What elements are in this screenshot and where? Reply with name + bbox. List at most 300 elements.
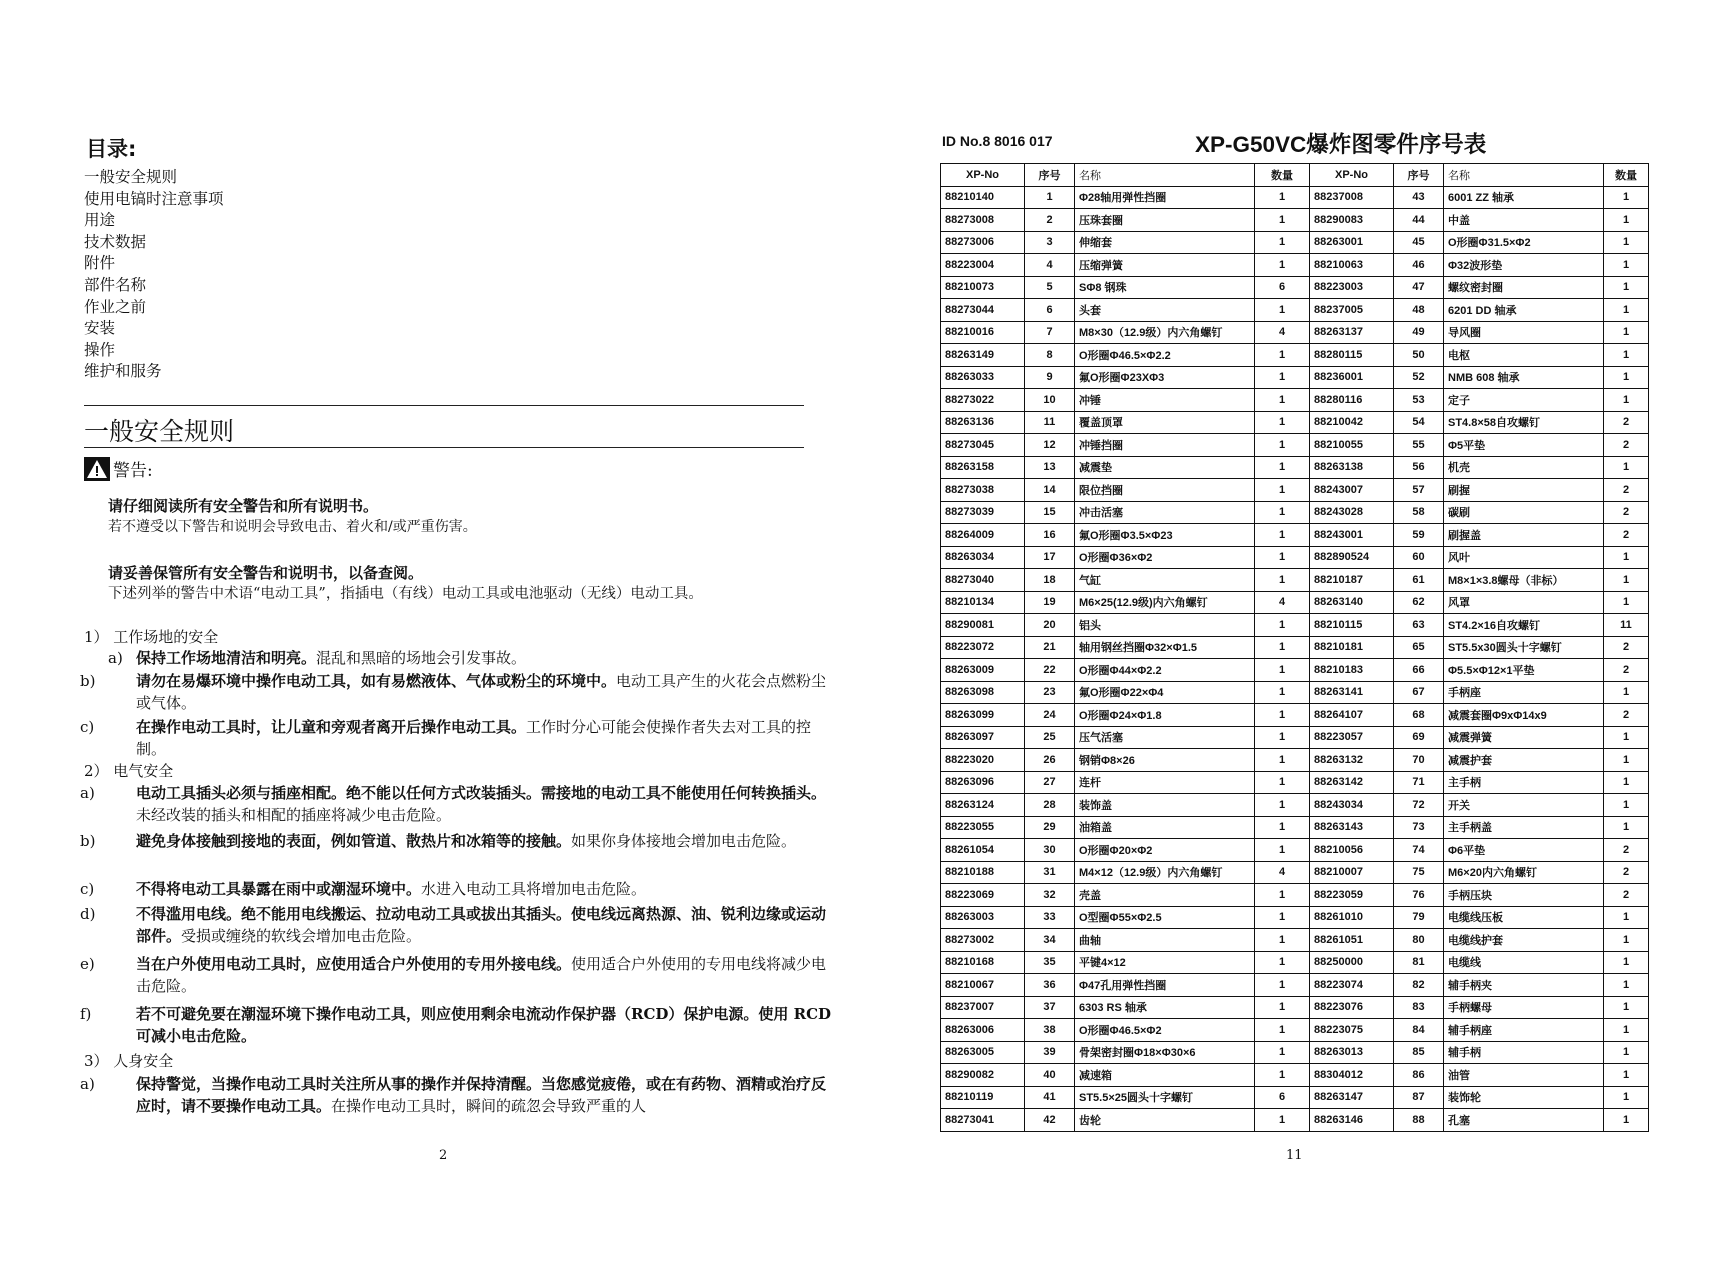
cell-name: 伸缩套 xyxy=(1075,231,1255,254)
cell-qty: 1 xyxy=(1255,929,1310,952)
list-item: a) 电动工具插头必须与插座相配。绝不能以任何方式改装插头。需接地的电动工具不能使用任何转换插头。未经改装的插头和相配的插座将减少电击危险。 xyxy=(80,784,827,824)
cell-seq: 19 xyxy=(1025,591,1075,614)
cell-seq: 33 xyxy=(1025,906,1075,929)
cell-seq: 58 xyxy=(1394,501,1444,524)
table-row xyxy=(941,996,1649,1019)
cell-seq: 60 xyxy=(1394,546,1444,569)
cell-seq: 49 xyxy=(1394,321,1444,344)
cell-xp-no: 88263149 xyxy=(941,344,1025,367)
table-header-row xyxy=(941,164,1649,187)
cell-seq: 20 xyxy=(1025,614,1075,637)
header-name: 名称 xyxy=(1075,164,1255,187)
cell-qty: 1 xyxy=(1604,456,1649,479)
cell-xp-no: 88223059 xyxy=(1310,884,1394,907)
cell-xp-no: 88263140 xyxy=(1310,591,1394,614)
cell-qty: 1 xyxy=(1604,209,1649,232)
cell-xp-no: 88263137 xyxy=(1310,321,1394,344)
cell-xp-no: 88273040 xyxy=(941,569,1025,592)
cell-xp-no: 88210063 xyxy=(1310,254,1394,277)
cell-xp-no: 88263138 xyxy=(1310,456,1394,479)
toc-item: 使用电镐时注意事项 xyxy=(84,189,224,208)
cell-name: 手柄压块 xyxy=(1444,884,1604,907)
cell-seq: 38 xyxy=(1025,1019,1075,1042)
cell-name: 限位挡圈 xyxy=(1075,479,1255,502)
toc-title: 目录: xyxy=(86,137,137,161)
cell-xp-no: 88263158 xyxy=(941,456,1025,479)
cell-name: 齿轮 xyxy=(1075,1109,1255,1132)
cell-qty: 1 xyxy=(1255,411,1310,434)
cell-seq: 57 xyxy=(1394,479,1444,502)
cell-seq: 10 xyxy=(1025,389,1075,412)
table-row xyxy=(941,884,1649,907)
cell-xp-no: 88263142 xyxy=(1310,771,1394,794)
cell-seq: 79 xyxy=(1394,906,1444,929)
cell-qty: 1 xyxy=(1255,614,1310,637)
table-row xyxy=(941,906,1649,929)
cell-qty: 2 xyxy=(1604,884,1649,907)
cell-xp-no: 88250000 xyxy=(1310,951,1394,974)
cell-qty: 2 xyxy=(1604,861,1649,884)
cell-name: ST4.2×16自攻螺钉 xyxy=(1444,614,1604,637)
cell-qty: 1 xyxy=(1255,434,1310,457)
cell-qty: 1 xyxy=(1604,906,1649,929)
cell-xp-no: 88210115 xyxy=(1310,614,1394,637)
cell-name: O形圈Φ46.5×Φ2.2 xyxy=(1075,344,1255,367)
cell-seq: 87 xyxy=(1394,1086,1444,1109)
cell-name: SΦ8 钢珠 xyxy=(1075,276,1255,299)
cell-xp-no: 88263124 xyxy=(941,794,1025,817)
cell-name: 手柄螺母 xyxy=(1444,996,1604,1019)
list-item: a) 保持警觉，当操作电动工具时关注所从事的操作并保持清醒。当您感觉疲倦，或在有药物、酒精或治疗反应时，请不要操作电动工具。在操作电动工具时，瞬间的疏忽会导致严重的人 xyxy=(80,1075,827,1115)
cell-qty: 1 xyxy=(1604,254,1649,277)
cell-xp-no: 88273008 xyxy=(941,209,1025,232)
cell-seq: 2 xyxy=(1025,209,1075,232)
cell-name: O形圈Φ24×Φ1.8 xyxy=(1075,704,1255,727)
cell-xp-no: 88263001 xyxy=(1310,231,1394,254)
divider xyxy=(84,405,804,406)
table-row xyxy=(941,411,1649,434)
cell-xp-no: 88261010 xyxy=(1310,906,1394,929)
cell-seq: 32 xyxy=(1025,884,1075,907)
cell-qty: 2 xyxy=(1604,704,1649,727)
cell-qty: 1 xyxy=(1604,276,1649,299)
toc-list xyxy=(84,167,224,383)
list-item: a) 保持工作场地清洁和明亮。混乱和黑暗的场地会引发事故。 xyxy=(108,649,527,667)
cell-qty: 1 xyxy=(1255,681,1310,704)
cell-qty: 1 xyxy=(1255,726,1310,749)
cell-xp-no: 88210056 xyxy=(1310,839,1394,862)
cell-xp-no: 88210055 xyxy=(1310,434,1394,457)
cell-name: 冲击活塞 xyxy=(1075,501,1255,524)
cell-seq: 63 xyxy=(1394,614,1444,637)
cell-seq: 9 xyxy=(1025,366,1075,389)
toc-item: 用途 xyxy=(84,211,116,230)
cell-name: 氟O形圈Φ3.5×Φ23 xyxy=(1075,524,1255,547)
cell-xp-no: 88263097 xyxy=(941,726,1025,749)
warning-icon xyxy=(84,457,110,481)
toc-item: 技术数据 xyxy=(84,232,147,251)
table-row xyxy=(941,681,1649,704)
cell-qty: 1 xyxy=(1255,1041,1310,1064)
cell-xp-no: 88210183 xyxy=(1310,659,1394,682)
table-row xyxy=(941,299,1649,322)
cell-xp-no: 88273041 xyxy=(941,1109,1025,1132)
cell-qty: 1 xyxy=(1604,771,1649,794)
table-row xyxy=(941,704,1649,727)
cell-qty: 1 xyxy=(1604,299,1649,322)
cell-qty: 1 xyxy=(1255,479,1310,502)
cell-name: 压珠套圈 xyxy=(1075,209,1255,232)
toc-item: 维护和服务 xyxy=(84,362,162,381)
cell-seq: 7 xyxy=(1025,321,1075,344)
table-row xyxy=(941,434,1649,457)
cell-xp-no: 88237008 xyxy=(1310,186,1394,209)
table-row xyxy=(941,659,1649,682)
cell-xp-no: 88273045 xyxy=(941,434,1025,457)
cell-name: 压缩弹簧 xyxy=(1075,254,1255,277)
table-row xyxy=(941,456,1649,479)
cell-qty: 1 xyxy=(1255,389,1310,412)
cell-seq: 29 xyxy=(1025,816,1075,839)
cell-name: 装饰盖 xyxy=(1075,794,1255,817)
header-name: 名称 xyxy=(1444,164,1604,187)
cell-qty: 1 xyxy=(1255,209,1310,232)
cell-seq: 44 xyxy=(1394,209,1444,232)
list-item: c) 不得将电动工具暴露在雨中或潮湿环境中。水进入电动工具将增加电击危险。 xyxy=(80,880,647,898)
toc-item: 附件 xyxy=(84,254,116,273)
warning-label: 警告: xyxy=(113,461,153,481)
cell-name: Φ5.5×Φ12×1平垫 xyxy=(1444,659,1604,682)
cell-xp-no: 88223055 xyxy=(941,816,1025,839)
cell-xp-no: 88210134 xyxy=(941,591,1025,614)
cell-seq: 35 xyxy=(1025,951,1075,974)
cell-seq: 59 xyxy=(1394,524,1444,547)
cell-seq: 81 xyxy=(1394,951,1444,974)
cell-qty: 1 xyxy=(1604,681,1649,704)
paragraph: 若不遵受以下警告和说明会导致电击、着火和/或严重伤害。 xyxy=(108,519,477,535)
cell-seq: 65 xyxy=(1394,636,1444,659)
cell-seq: 21 xyxy=(1025,636,1075,659)
cell-name: 辅手柄 xyxy=(1444,1041,1604,1064)
cell-seq: 18 xyxy=(1025,569,1075,592)
cell-name: 风罩 xyxy=(1444,591,1604,614)
cell-xp-no: 88273002 xyxy=(941,929,1025,952)
cell-qty: 1 xyxy=(1604,1086,1649,1109)
cell-seq: 48 xyxy=(1394,299,1444,322)
cell-qty: 1 xyxy=(1255,456,1310,479)
cell-qty: 1 xyxy=(1255,906,1310,929)
cell-seq: 71 xyxy=(1394,771,1444,794)
cell-name: 6303 RS 轴承 xyxy=(1075,996,1255,1019)
cell-name: 电枢 xyxy=(1444,344,1604,367)
cell-xp-no: 88273044 xyxy=(941,299,1025,322)
cell-qty: 1 xyxy=(1604,569,1649,592)
cell-xp-no: 88280116 xyxy=(1310,389,1394,412)
subsection-heading: 1） 工作场地的安全 xyxy=(84,628,219,646)
header-qty: 数量 xyxy=(1604,164,1649,187)
cell-name: ST5.5×25圆头十字螺钉 xyxy=(1075,1086,1255,1109)
cell-name: 头套 xyxy=(1075,299,1255,322)
cell-name: 螺纹密封圈 xyxy=(1444,276,1604,299)
page-number: 2 xyxy=(439,1148,448,1163)
cell-name: 导风圈 xyxy=(1444,321,1604,344)
cell-xp-no: 88263013 xyxy=(1310,1041,1394,1064)
cell-xp-no: 88273038 xyxy=(941,479,1025,502)
cell-seq: 80 xyxy=(1394,929,1444,952)
toc-item: 安装 xyxy=(84,319,116,338)
table-row xyxy=(941,749,1649,772)
list-item: c) 在操作电动工具时，让儿童和旁观者离开后操作电动工具。工作时分心可能会使操作者失去对工具的控制。 xyxy=(80,718,812,758)
table-row xyxy=(941,794,1649,817)
table-row xyxy=(941,186,1649,209)
cell-seq: 25 xyxy=(1025,726,1075,749)
cell-name: O形圈Φ31.5×Φ2 xyxy=(1444,231,1604,254)
table-row xyxy=(941,726,1649,749)
cell-seq: 30 xyxy=(1025,839,1075,862)
toc-item: 部件名称 xyxy=(84,275,147,294)
cell-xp-no: 88290082 xyxy=(941,1064,1025,1087)
cell-xp-no: 88263143 xyxy=(1310,816,1394,839)
section-title: 一般安全规则 xyxy=(84,417,235,446)
cell-name: 氟O形圈Φ22×Φ4 xyxy=(1075,681,1255,704)
cell-xp-no: 88223020 xyxy=(941,749,1025,772)
cell-name: 6001 ZZ 轴承 xyxy=(1444,186,1604,209)
cell-name: 碳刷 xyxy=(1444,501,1604,524)
cell-name: 6201 DD 轴承 xyxy=(1444,299,1604,322)
cell-xp-no: 88280115 xyxy=(1310,344,1394,367)
cell-seq: 72 xyxy=(1394,794,1444,817)
cell-qty: 2 xyxy=(1604,524,1649,547)
cell-xp-no: 88290081 xyxy=(941,614,1025,637)
table-row xyxy=(941,569,1649,592)
cell-name: 刷握盖 xyxy=(1444,524,1604,547)
cell-qty: 2 xyxy=(1604,411,1649,434)
cell-qty: 1 xyxy=(1255,749,1310,772)
toc-item: 作业之前 xyxy=(84,297,147,316)
cell-qty: 1 xyxy=(1604,366,1649,389)
cell-xp-no: 88264009 xyxy=(941,524,1025,547)
cell-name: 铝头 xyxy=(1075,614,1255,637)
cell-seq: 85 xyxy=(1394,1041,1444,1064)
cell-name: O形圈Φ20×Φ2 xyxy=(1075,839,1255,862)
cell-seq: 11 xyxy=(1025,411,1075,434)
cell-seq: 88 xyxy=(1394,1109,1444,1132)
cell-name: 轴用钢丝挡圈Φ32×Φ1.5 xyxy=(1075,636,1255,659)
cell-seq: 37 xyxy=(1025,996,1075,1019)
cell-xp-no: 88223069 xyxy=(941,884,1025,907)
cell-xp-no: 88263005 xyxy=(941,1041,1025,1064)
cell-seq: 52 xyxy=(1394,366,1444,389)
cell-xp-no: 88263147 xyxy=(1310,1086,1394,1109)
cell-qty: 1 xyxy=(1255,344,1310,367)
cell-xp-no: 88223003 xyxy=(1310,276,1394,299)
toc-item: 一般安全规则 xyxy=(84,168,178,186)
table-row xyxy=(941,1064,1649,1087)
cell-name: NMB 608 轴承 xyxy=(1444,366,1604,389)
cell-xp-no: 882890524 xyxy=(1310,546,1394,569)
cell-xp-no: 88263003 xyxy=(941,906,1025,929)
table-row xyxy=(941,209,1649,232)
cell-xp-no: 88261051 xyxy=(1310,929,1394,952)
cell-name: M8×1×3.8螺母（非标） xyxy=(1444,569,1604,592)
parts-table xyxy=(940,163,1649,1132)
cell-name: 减震弹簧 xyxy=(1444,726,1604,749)
table-row xyxy=(941,771,1649,794)
list-item: f) 若不可避免要在潮湿环境下操作电动工具，则应使用剩余电流动作保护器（RCD）保护电源。使用 RCD 可减小电击危险。 xyxy=(80,1005,832,1045)
cell-xp-no: 88263141 xyxy=(1310,681,1394,704)
cell-qty: 1 xyxy=(1255,366,1310,389)
cell-name: 中盖 xyxy=(1444,209,1604,232)
cell-seq: 83 xyxy=(1394,996,1444,1019)
cell-qty: 1 xyxy=(1255,794,1310,817)
table-row xyxy=(941,524,1649,547)
table-row xyxy=(941,231,1649,254)
cell-xp-no: 88264107 xyxy=(1310,704,1394,727)
table-row xyxy=(941,839,1649,862)
cell-qty: 1 xyxy=(1604,726,1649,749)
cell-seq: 40 xyxy=(1025,1064,1075,1087)
cell-xp-no: 88261054 xyxy=(941,839,1025,862)
cell-qty: 1 xyxy=(1255,704,1310,727)
list-item: e) 当在户外使用电动工具时，应使用适合户外使用的专用外接电线。使用适合户外使用的专用电线将减少电击危险。 xyxy=(80,955,827,995)
cell-xp-no: 88290083 xyxy=(1310,209,1394,232)
cell-seq: 54 xyxy=(1394,411,1444,434)
cell-xp-no: 88210067 xyxy=(941,974,1025,997)
cell-xp-no: 88210188 xyxy=(941,861,1025,884)
cell-seq: 56 xyxy=(1394,456,1444,479)
cell-seq: 4 xyxy=(1025,254,1075,277)
cell-name: 风叶 xyxy=(1444,546,1604,569)
cell-seq: 34 xyxy=(1025,929,1075,952)
cell-seq: 3 xyxy=(1025,231,1075,254)
subsection-heading: 2） 电气安全 xyxy=(84,762,174,780)
table-row xyxy=(941,366,1649,389)
cell-seq: 47 xyxy=(1394,276,1444,299)
cell-xp-no: 88273039 xyxy=(941,501,1025,524)
cell-qty: 1 xyxy=(1604,389,1649,412)
cell-xp-no: 88263006 xyxy=(941,1019,1025,1042)
cell-name: Φ5平垫 xyxy=(1444,434,1604,457)
cell-xp-no: 88273006 xyxy=(941,231,1025,254)
cell-qty: 1 xyxy=(1255,951,1310,974)
cell-seq: 68 xyxy=(1394,704,1444,727)
header-seq: 序号 xyxy=(1394,164,1444,187)
table-row xyxy=(941,344,1649,367)
cell-qty: 1 xyxy=(1255,1019,1310,1042)
cell-seq: 70 xyxy=(1394,749,1444,772)
cell-xp-no: 88210073 xyxy=(941,276,1025,299)
cell-seq: 28 xyxy=(1025,794,1075,817)
cell-seq: 22 xyxy=(1025,659,1075,682)
cell-name: 主手柄 xyxy=(1444,771,1604,794)
list-item: b) 请勿在易爆环境中操作电动工具，如有易燃液体、气体或粉尘的环境中。电动工具产生的火花会点燃粉尘或气体。 xyxy=(80,672,827,712)
cell-name: Φ6平垫 xyxy=(1444,839,1604,862)
cell-name: O形圈Φ46.5×Φ2 xyxy=(1075,1019,1255,1042)
cell-seq: 36 xyxy=(1025,974,1075,997)
cell-seq: 45 xyxy=(1394,231,1444,254)
cell-name: Φ28轴用弹性挡圈 xyxy=(1075,186,1255,209)
cell-name: 电缆线 xyxy=(1444,951,1604,974)
cell-name: Φ32波形垫 xyxy=(1444,254,1604,277)
cell-qty: 2 xyxy=(1604,659,1649,682)
header-qty: 数量 xyxy=(1255,164,1310,187)
cell-xp-no: 88263146 xyxy=(1310,1109,1394,1132)
cell-name: 开关 xyxy=(1444,794,1604,817)
cell-name: ST4.8×58自攻螺钉 xyxy=(1444,411,1604,434)
cell-qty: 1 xyxy=(1255,884,1310,907)
cell-qty: 1 xyxy=(1604,1109,1649,1132)
cell-seq: 6 xyxy=(1025,299,1075,322)
cell-qty: 1 xyxy=(1255,186,1310,209)
cell-qty: 1 xyxy=(1604,749,1649,772)
cell-qty: 1 xyxy=(1255,299,1310,322)
cell-qty: 6 xyxy=(1255,276,1310,299)
cell-seq: 39 xyxy=(1025,1041,1075,1064)
cell-seq: 27 xyxy=(1025,771,1075,794)
cell-seq: 26 xyxy=(1025,749,1075,772)
cell-qty: 2 xyxy=(1604,479,1649,502)
cell-qty: 1 xyxy=(1604,231,1649,254)
cell-seq: 17 xyxy=(1025,546,1075,569)
cell-seq: 75 xyxy=(1394,861,1444,884)
header-xp-no: XP-No xyxy=(941,164,1025,187)
cell-name: O形圈Φ36×Φ2 xyxy=(1075,546,1255,569)
cell-seq: 16 xyxy=(1025,524,1075,547)
cell-name: M8×30（12.9级）内六角螺钉 xyxy=(1075,321,1255,344)
cell-seq: 23 xyxy=(1025,681,1075,704)
cell-qty: 1 xyxy=(1604,816,1649,839)
cell-name: 平键4×12 xyxy=(1075,951,1255,974)
cell-xp-no: 88243028 xyxy=(1310,501,1394,524)
cell-qty: 1 xyxy=(1604,996,1649,1019)
table-row xyxy=(941,501,1649,524)
cell-seq: 62 xyxy=(1394,591,1444,614)
cell-xp-no: 88263034 xyxy=(941,546,1025,569)
cell-qty: 1 xyxy=(1255,636,1310,659)
cell-seq: 1 xyxy=(1025,186,1075,209)
cell-name: 减震护套 xyxy=(1444,749,1604,772)
table-row xyxy=(941,614,1649,637)
cell-qty: 1 xyxy=(1604,1019,1649,1042)
table-row xyxy=(941,321,1649,344)
cell-qty: 1 xyxy=(1604,974,1649,997)
cell-xp-no: 88243034 xyxy=(1310,794,1394,817)
cell-seq: 42 xyxy=(1025,1109,1075,1132)
table-row xyxy=(941,591,1649,614)
cell-xp-no: 88263099 xyxy=(941,704,1025,727)
cell-qty: 4 xyxy=(1255,861,1310,884)
cell-name: 冲锤挡圈 xyxy=(1075,434,1255,457)
table-row xyxy=(941,276,1649,299)
cell-name: 减速箱 xyxy=(1075,1064,1255,1087)
cell-qty: 11 xyxy=(1604,614,1649,637)
cell-seq: 15 xyxy=(1025,501,1075,524)
cell-xp-no: 88210168 xyxy=(941,951,1025,974)
cell-seq: 31 xyxy=(1025,861,1075,884)
cell-qty: 2 xyxy=(1604,839,1649,862)
cell-qty: 1 xyxy=(1604,546,1649,569)
cell-seq: 67 xyxy=(1394,681,1444,704)
table-row xyxy=(941,1086,1649,1109)
cell-qty: 2 xyxy=(1604,434,1649,457)
cell-name: 孔塞 xyxy=(1444,1109,1604,1132)
cell-xp-no: 88263009 xyxy=(941,659,1025,682)
cell-name: O型圈Φ55×Φ2.5 xyxy=(1075,906,1255,929)
cell-seq: 46 xyxy=(1394,254,1444,277)
left-page xyxy=(0,0,856,1282)
cell-xp-no: 88210181 xyxy=(1310,636,1394,659)
cell-name: 油箱盖 xyxy=(1075,816,1255,839)
